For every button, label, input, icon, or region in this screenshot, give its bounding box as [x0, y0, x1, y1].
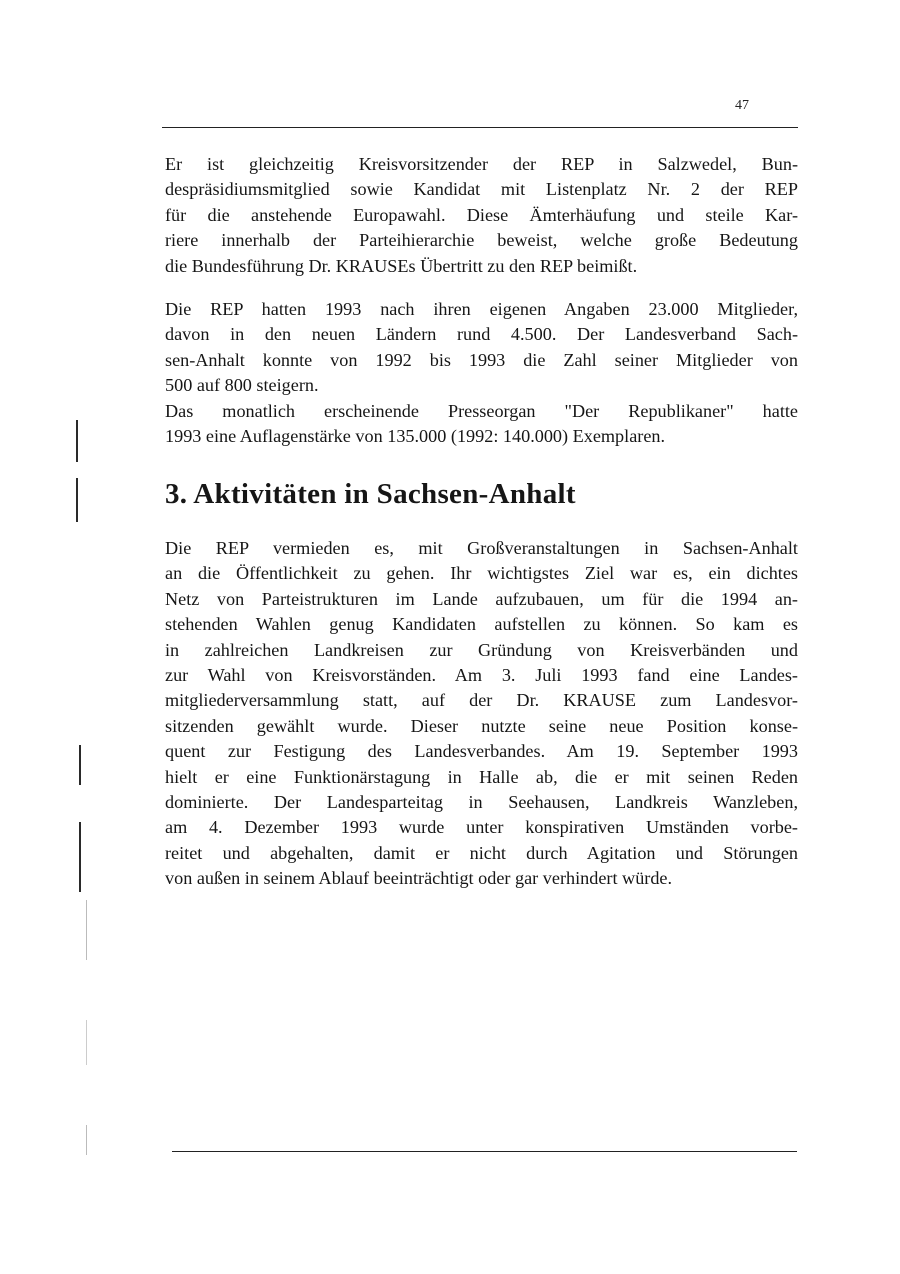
text-line: riere innerhalb der Parteihierarchie beweist, welche große Bedeutung [165, 230, 798, 251]
text-line: 500 auf 800 steigern. [165, 375, 319, 396]
text-line: mitgliederversammlung statt, auf der Dr. KRAUSE zum Landesvor- [165, 690, 798, 711]
margin-change-bar [79, 745, 81, 785]
header-rule [162, 127, 798, 128]
text-line: stehenden Wahlen genug Kandidaten aufstellen zu können. So kam es [165, 614, 798, 635]
text-line: Die REP hatten 1993 nach ihren eigenen Angaben 23.000 Mitglieder, [165, 299, 798, 319]
text-line: für die anstehende Europawahl. Diese Ämterhäufung und steile Kar- [165, 204, 798, 225]
text-line: reitet und abgehalten, damit er nicht durch Agitation und Störungen [165, 842, 798, 863]
footer-rule [172, 1151, 797, 1152]
text-line: despräsidiumsmitglied sowie Kandidat mit Listenplatz Nr. 2 der REP [165, 179, 798, 200]
text-line: 1993 eine Auflagenstärke von 135.000 (1992: 140.000) Exemplaren. [165, 426, 666, 447]
text-line: die Bundesführung Dr. KRAUSEs Übertritt zu den REP beimißt. [165, 255, 638, 276]
text-line: sitzenden gewählt wurde. Dieser nutzte seine neue Position konse- [165, 715, 798, 736]
margin-change-bar [79, 822, 81, 892]
margin-change-bar [76, 478, 78, 522]
text-line: an die Öffentlichkeit zu gehen. Ihr wichtigstes Ziel war es, ein dichtes [165, 563, 798, 584]
page-number: 47 [735, 98, 749, 113]
scan-artifact [86, 900, 87, 1200]
text-line: von außen in seinem Ablauf beeinträchtigt oder gar verhindert würde. [165, 868, 673, 889]
margin-change-bar [76, 420, 78, 462]
paragraph-3 [165, 536, 798, 892]
text-line: hielt er eine Funktionärstagung in Halle ab, die er mit seinen Reden [165, 766, 798, 787]
paragraph-2 [165, 297, 798, 449]
paragraph-1 [165, 152, 798, 279]
text-line: sen-Anhalt konnte von 1992 bis 1993 die Zahl seiner Mitglieder von [165, 349, 798, 370]
text-line: davon in den neuen Ländern rund 4.500. Der Landesverband Sach- [165, 324, 798, 345]
text-line: in zahlreichen Landkreisen zur Gründung von Kreisverbänden und [165, 639, 798, 660]
text-line: zur Wahl von Kreisvorständen. Am 3. Juli 1993 fand eine Landes- [165, 665, 798, 686]
text-line: dominierte. Der Landesparteitag in Seehausen, Landkreis Wanzleben, [165, 792, 798, 813]
text-line: am 4. Dezember 1993 wurde unter konspirativen Umständen vorbe- [165, 817, 798, 838]
text-line: Er ist gleichzeitig Kreisvorsitzender der REP in Salzwedel, Bun- [165, 154, 798, 174]
text-line: Das monatlich erscheinende Presseorgan "Der Republikaner" hatte [165, 400, 798, 421]
text-line: quent zur Festigung des Landesverbandes. Am 19. September 1993 [165, 741, 798, 762]
text-line: Die REP vermieden es, mit Großveranstaltungen in Sachsen-Anhalt [165, 538, 798, 558]
text-line: Netz von Parteistrukturen im Lande aufzubauen, um für die 1994 an- [165, 588, 798, 609]
section-heading: 3. Aktivitäten in Sachsen-Anhalt [165, 478, 576, 510]
